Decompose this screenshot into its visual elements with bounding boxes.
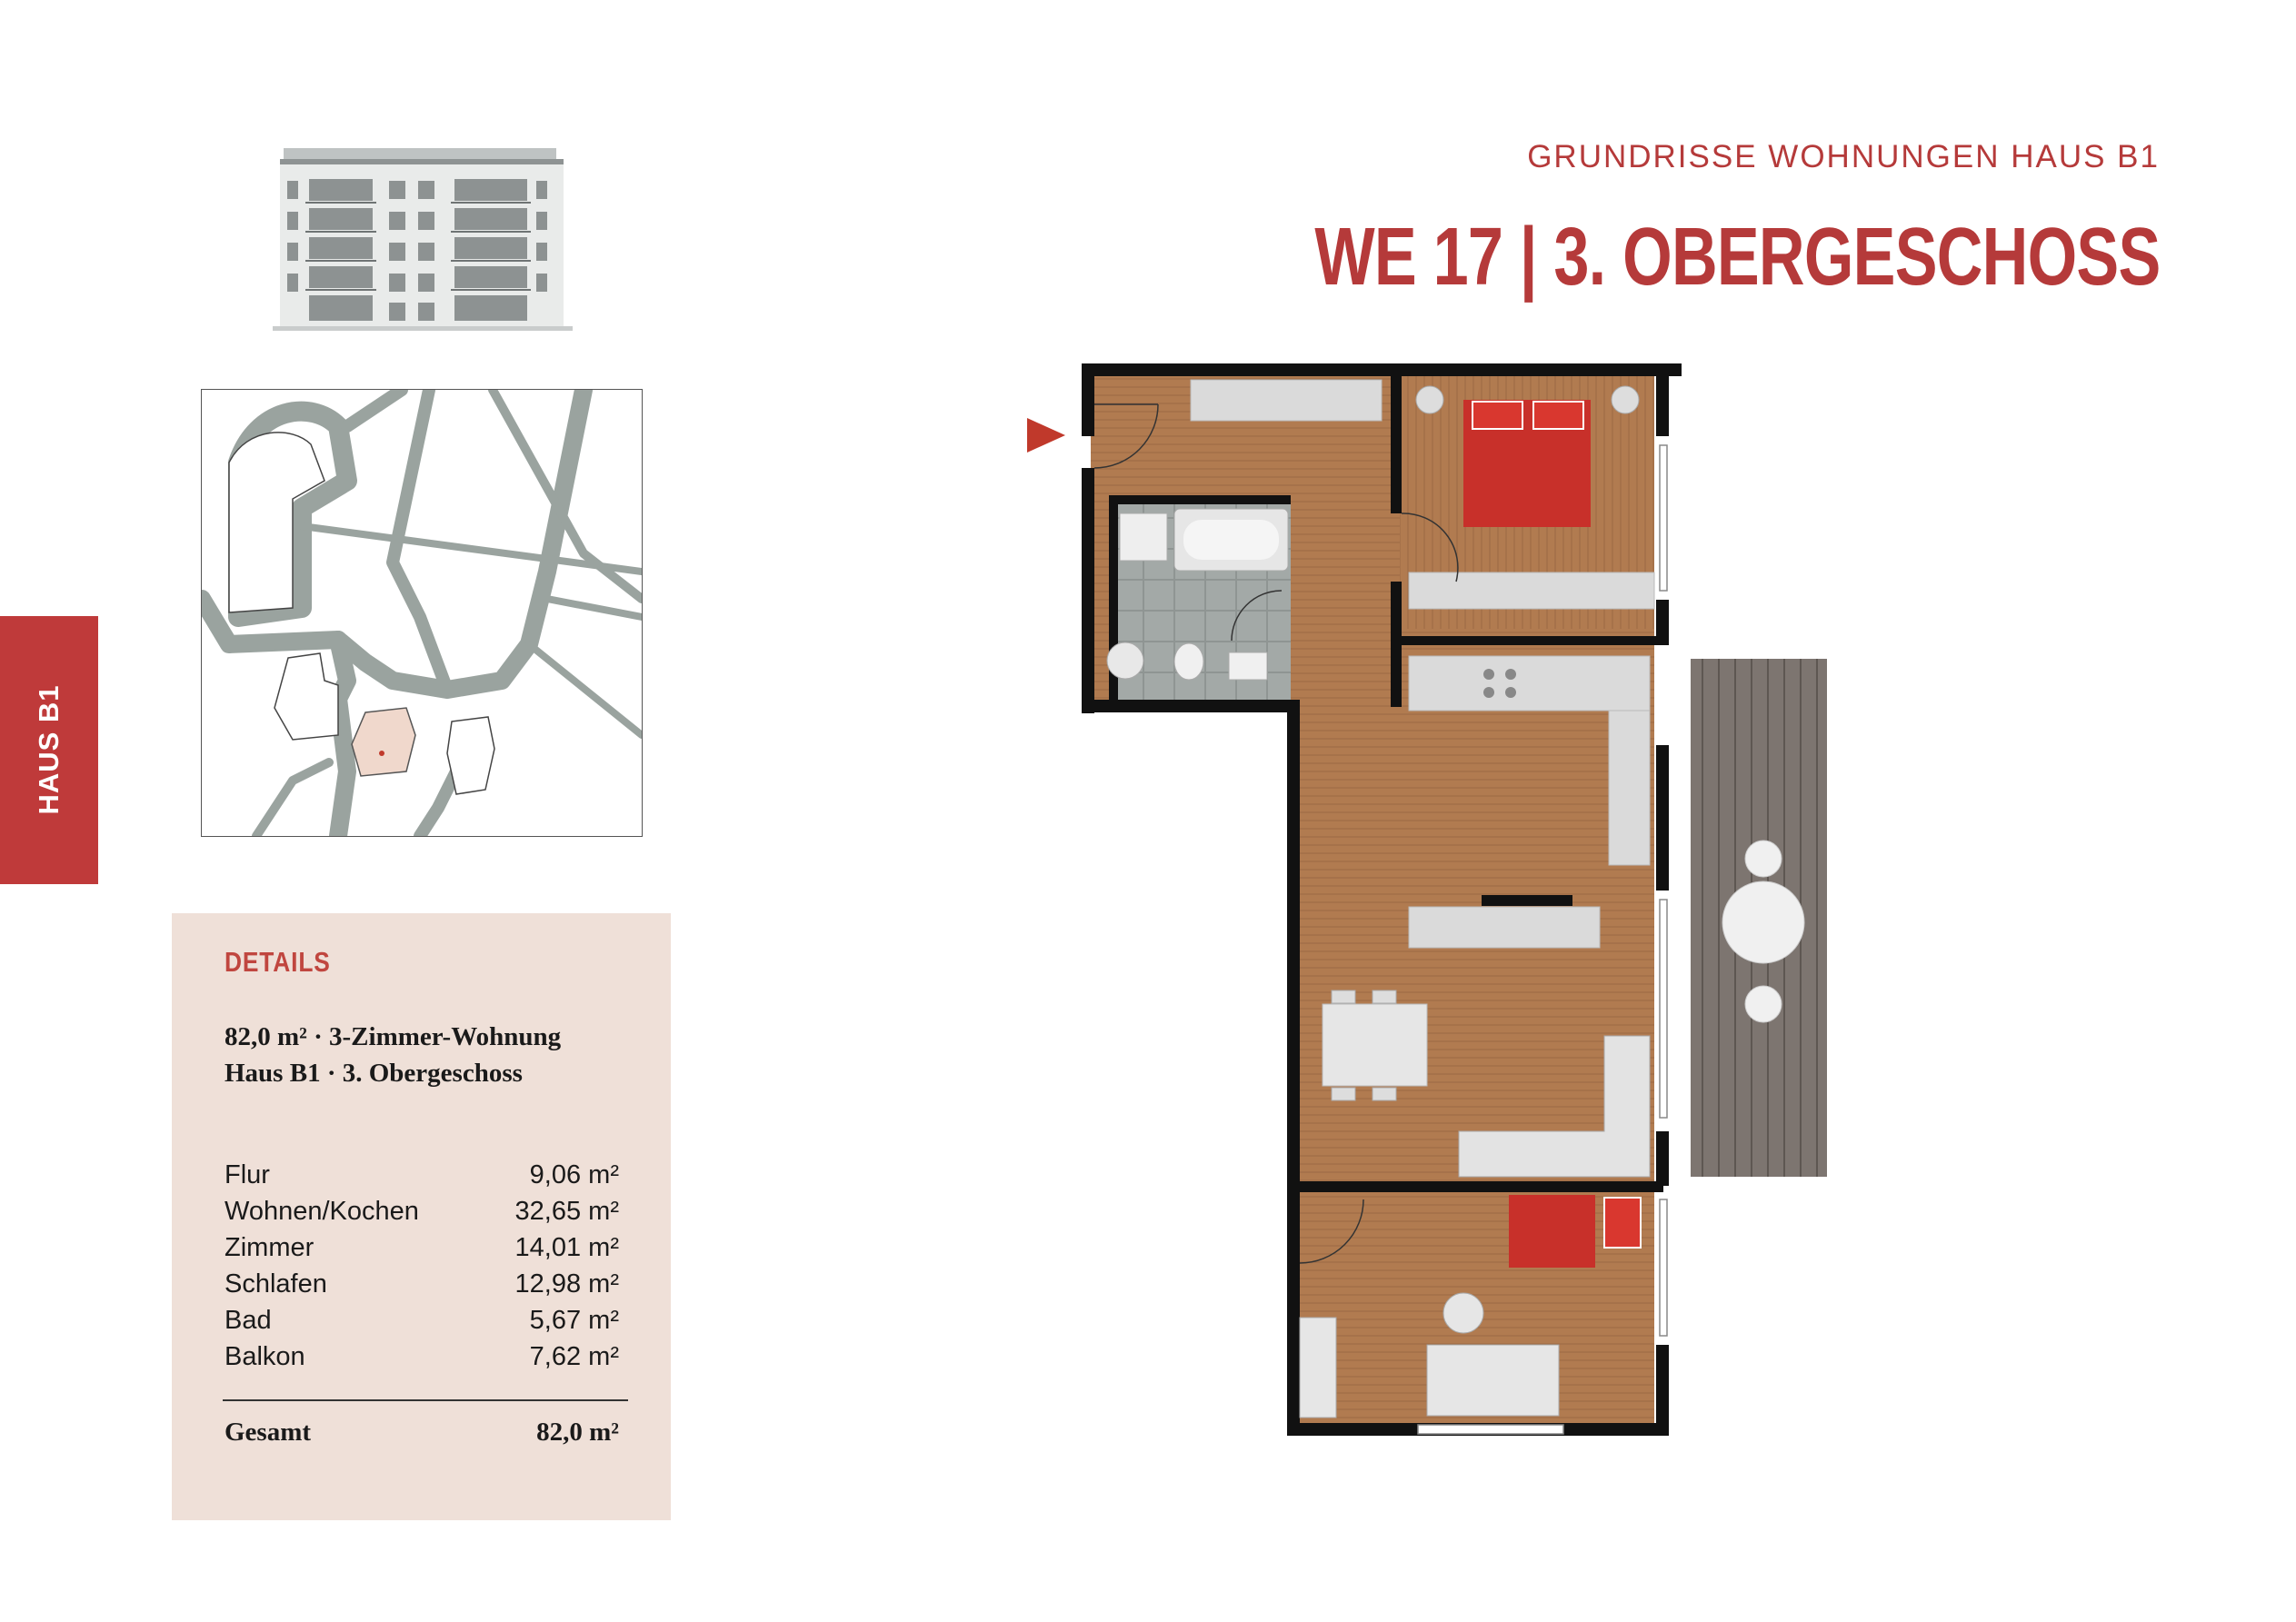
room-area: 7,62 m² — [529, 1342, 619, 1371]
room-area: 14,01 m² — [514, 1233, 619, 1262]
summary-line-2: Haus B1 · 3. Obergeschoss — [225, 1059, 523, 1088]
room-area: 32,65 m² — [514, 1197, 619, 1226]
room-area: 12,98 m² — [514, 1269, 619, 1299]
room-name: Balkon — [225, 1342, 305, 1371]
room-area: 9,06 m² — [529, 1160, 619, 1189]
room-area: 5,67 m² — [529, 1306, 619, 1335]
room-name: Wohnen/Kochen — [225, 1197, 419, 1226]
room-row — [225, 1197, 619, 1233]
room-row — [225, 1306, 619, 1342]
room-name: Zimmer — [225, 1233, 314, 1262]
room-row — [225, 1233, 619, 1269]
room-name: Flur — [225, 1160, 270, 1189]
total-area: 82,0 m² — [536, 1418, 619, 1447]
page-title: WE 17 | 3. OBERGESCHOSS — [1313, 212, 2160, 303]
side-tab-haus — [0, 616, 98, 884]
details-panel — [172, 913, 671, 1520]
details-heading: DETAILS — [225, 946, 331, 978]
floor-plan-drawing — [1082, 363, 1836, 1445]
room-row — [225, 1269, 619, 1306]
side-tab-label: HAUS B1 — [33, 684, 65, 815]
room-name: Schlafen — [225, 1269, 327, 1299]
total-label: Gesamt — [225, 1418, 312, 1447]
red-triangle-arrow-icon — [1025, 416, 1067, 454]
room-row — [225, 1342, 619, 1378]
site-plan-map — [201, 389, 643, 837]
building-elevation-illustration — [264, 141, 582, 336]
summary-line-1: 82,0 m² · 3-Zimmer-Wohnung — [225, 1022, 562, 1051]
page-kicker: GRUNDRISSE WOHNUNGEN HAUS B1 — [1527, 139, 2160, 174]
room-row — [225, 1160, 619, 1197]
details-divider — [223, 1399, 628, 1401]
room-name: Bad — [225, 1306, 272, 1335]
details-summary — [225, 1019, 561, 1091]
